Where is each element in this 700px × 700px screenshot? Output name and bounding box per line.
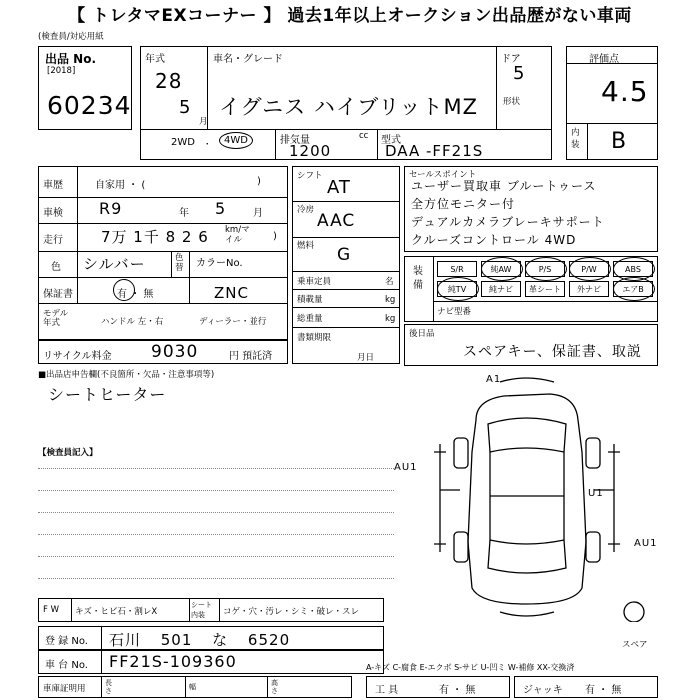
- equip-aw-circle: [481, 257, 523, 281]
- equipment-label: 装備: [413, 266, 423, 291]
- recycle-label: リサイクル料金: [43, 351, 112, 362]
- year-value: 28: [155, 69, 183, 93]
- cert-label: 車庫証明用: [43, 684, 86, 694]
- equip-aw: 純AW: [481, 261, 521, 277]
- equip-navi: 純ナビ: [481, 281, 521, 297]
- equip-ps: P/S: [525, 261, 565, 277]
- shift-value: AT: [327, 177, 351, 198]
- car-damage-diagram: [404, 372, 694, 622]
- equip-airbag: エアB: [613, 281, 653, 297]
- weight-unit: kg: [385, 314, 396, 324]
- color-code-value: ZNC: [214, 284, 249, 302]
- score-value: 4.5: [601, 75, 649, 108]
- chassis-value: FF21S-109360: [109, 652, 237, 671]
- fw-row: [38, 598, 384, 622]
- equip-leather: 革シート: [525, 281, 565, 297]
- history-value: 自家用 ・ (: [95, 180, 146, 191]
- expiry-unit: 月日: [357, 353, 375, 363]
- recycle-unit: 円 預託済: [229, 351, 273, 362]
- history-label: 車歴: [43, 180, 63, 191]
- fw-label: F W: [43, 605, 59, 615]
- score-label: 評価点: [589, 54, 619, 65]
- equip-sr: S/R: [437, 261, 477, 277]
- spare-label: スペア: [622, 640, 648, 650]
- drive-2wd: 2WD: [171, 137, 195, 148]
- chassis-row: [38, 650, 384, 674]
- load-unit: kg: [385, 295, 396, 305]
- diagram-mark-au1-right: AU1: [634, 538, 658, 549]
- damage-legend: A-キズ C-腐食 E-エクボ S-サビ U-凹ミ W-補修 XX-交換済: [366, 663, 575, 672]
- lot-label: 出品 No.: [45, 52, 97, 66]
- mileage-value: 7万 1千 8 2 6: [101, 228, 209, 246]
- load-label: 積載量: [297, 295, 323, 305]
- displacement-label: 排気量: [280, 135, 310, 146]
- displacement-unit: cc: [359, 131, 369, 141]
- tools-label: 工 具: [375, 685, 399, 696]
- spec-block: [292, 166, 400, 364]
- sales-line-2: 全方位モニター付: [411, 197, 516, 211]
- equip-tv: 純TV: [437, 281, 477, 297]
- color-value: シルバー: [83, 255, 146, 273]
- lot-year-tag: [2018]: [47, 66, 76, 76]
- drive-4wd-circled: 4WD: [219, 132, 253, 149]
- year-label: 年式: [145, 54, 165, 65]
- fuel-label: 燃料: [297, 241, 315, 251]
- color-label: 色: [51, 262, 61, 273]
- score-box: [566, 46, 658, 160]
- warranty-yes-circle: [113, 279, 135, 301]
- sales-point-label: セールスポイント: [409, 170, 477, 180]
- jack-box: [514, 676, 658, 698]
- fw-text: キズ・ヒビ石・割レX: [75, 607, 158, 617]
- aircon-value: AAC: [317, 211, 356, 231]
- seat-label: シート内装: [191, 601, 212, 619]
- attachments-block: [404, 324, 658, 366]
- equip-ps-circle: [525, 257, 567, 281]
- interior-label: 内装: [571, 128, 580, 150]
- shape-label: 形状: [503, 97, 521, 107]
- chassis-label: 車 台 No.: [45, 660, 88, 671]
- equip-tv-circle: [437, 277, 479, 301]
- model-label: 型式: [381, 135, 401, 146]
- mileage-unit: km/マイル: [225, 225, 250, 245]
- attachments-label: 後日品: [409, 329, 435, 339]
- vehicle-block: 年式 28 5 月 車名・グレード イグニス ハイブリットMZ ドア 5 形状 2WD ・ 4WD 排気量 1200 cc 型式 DAA -FF21S: [140, 46, 552, 160]
- corner-note: (検査員/対応用紙: [38, 32, 104, 42]
- seat-text: コゲ・穴・汚レ・シミ・破レ・スレ: [223, 607, 360, 617]
- tools-options: 有 ・ 無: [439, 685, 476, 696]
- notes-value: シートヒーター: [48, 385, 167, 404]
- diagram-mark-a1: A1: [486, 374, 502, 385]
- name-value: イグニス ハイブリットMZ: [219, 95, 479, 119]
- attachments-value: スペアキー、保証書、取説: [463, 344, 642, 360]
- color-code-label: カラーNo.: [196, 258, 243, 269]
- inspector-label: 【検査員記入】: [38, 448, 98, 458]
- history-close: ): [257, 176, 261, 187]
- expiry-label: 書類期限: [297, 333, 332, 343]
- fuel-value: G: [337, 245, 352, 265]
- name-label: 車名・グレード: [213, 54, 283, 65]
- equip-airbag-circle: [613, 277, 655, 301]
- lot-number: 60234: [47, 91, 132, 120]
- cert-length: 長さ: [105, 679, 112, 695]
- page-title: 【 トレタマEXコーナー 】 過去1年以上オークション出品歴がない車両: [68, 6, 632, 26]
- warranty-label: 保証書: [43, 289, 73, 300]
- recycle-box: [38, 340, 288, 364]
- inspection-era: R9: [99, 199, 123, 218]
- cert-row: [38, 676, 352, 698]
- model-value: DAA -FF21S: [385, 142, 484, 160]
- equip-pw: P/W: [569, 261, 609, 277]
- sales-line-1: ユーザー買取車 ブルートゥース: [411, 179, 597, 193]
- handle-label: ハンドル 左・右: [101, 317, 164, 327]
- month-suffix: 月: [199, 117, 208, 127]
- sales-line-4: クルーズコントロール 4WD: [411, 233, 577, 247]
- equip-ext-navi: 外ナビ: [569, 281, 609, 297]
- model-type-label: モデル年式: [43, 309, 69, 328]
- jack-label: ジャッキ: [523, 685, 563, 696]
- doors-value: 5: [513, 63, 526, 84]
- cert-height: 高さ: [271, 679, 278, 695]
- equip-pw-circle: [569, 257, 611, 281]
- notes-label: ■出品店申告欄(不良箇所・欠品・注意事項等): [38, 370, 215, 380]
- equip-abs: ABS: [613, 261, 653, 277]
- registration-value: 石川 501 な 6520: [109, 631, 291, 649]
- month-value: 5: [179, 97, 192, 118]
- details-block: [38, 166, 288, 340]
- sales-point-block: [404, 166, 658, 252]
- jack-options: 有 ・ 無: [585, 685, 622, 696]
- weight-label: 総重量: [297, 314, 323, 324]
- displacement-value: 1200: [289, 142, 332, 160]
- tools-box: [366, 676, 510, 698]
- recycle-value: 9030: [151, 342, 199, 362]
- capacity-unit: 名: [385, 277, 394, 287]
- aircon-label: 冷房: [297, 205, 315, 215]
- inspection-label: 車検: [43, 208, 63, 219]
- diagram-mark-au1-left: AU1: [394, 462, 418, 473]
- navi-model-label: ナビ型番: [437, 307, 472, 317]
- sales-line-3: デュアルカメラブレーキサポート: [411, 215, 605, 229]
- color-change-label: 色替: [175, 253, 184, 273]
- registration-label: 登 録 No.: [45, 636, 88, 647]
- mileage-label: 走行: [43, 235, 63, 246]
- inspection-year-unit: 年: [179, 208, 189, 219]
- equipment-block: [404, 256, 658, 322]
- inspection-month: 5: [215, 199, 227, 218]
- lot-box: [38, 46, 132, 130]
- interior-value: B: [611, 129, 628, 154]
- mileage-close: ): [273, 231, 277, 242]
- warranty-options: 有 ・ 無: [117, 289, 154, 300]
- diagram-mark-u1: U1: [588, 488, 604, 499]
- dealer-label: ディーラー・並行: [199, 317, 267, 327]
- capacity-label: 乗車定員: [297, 277, 332, 287]
- shift-label: シフト: [297, 171, 323, 181]
- cert-width: 幅: [189, 683, 196, 691]
- inspection-month-unit: 月: [253, 208, 263, 219]
- registration-row: [38, 626, 384, 650]
- doors-label: ドア: [501, 54, 521, 65]
